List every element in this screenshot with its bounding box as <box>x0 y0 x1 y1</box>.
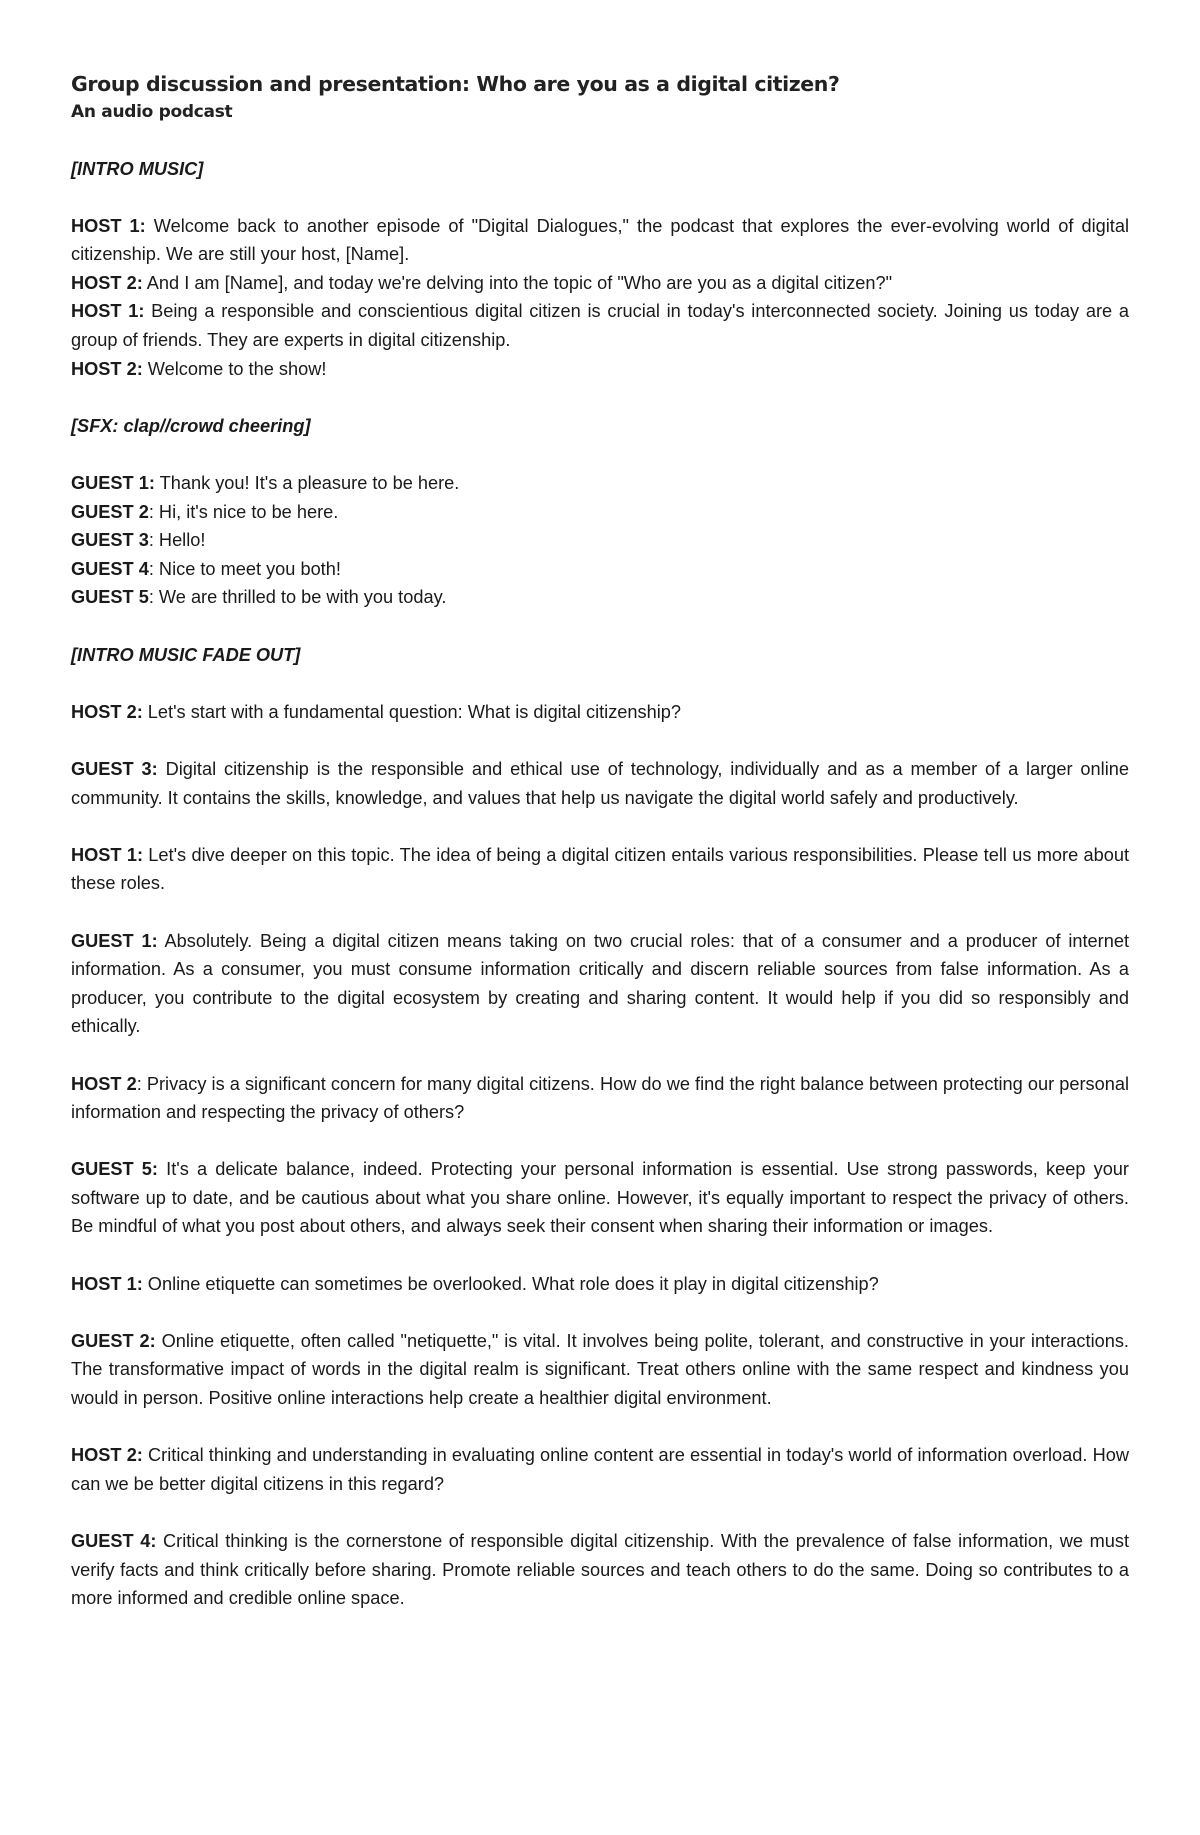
sfx-cue-block <box>71 412 1129 441</box>
intro-fade-cue: [INTRO MUSIC FADE OUT] <box>71 644 301 665</box>
dialogue-line <box>71 555 1129 584</box>
dialogue-line <box>71 469 1129 498</box>
document-title: Group discussion and presentation: Who are you as a digital citizen? <box>71 72 840 96</box>
speaker-label: HOST 1: <box>71 844 143 865</box>
dialogue-paragraph <box>71 698 1129 727</box>
dialogue-paragraph <box>71 927 1129 1041</box>
dialogue-paragraph <box>71 1155 1129 1241</box>
document-subtitle: An audio podcast <box>71 102 233 122</box>
dialogue-paragraph <box>71 1527 1129 1613</box>
guest-greetings <box>71 469 1129 612</box>
speaker-label: GUEST 3: <box>71 758 158 779</box>
speaker-label: HOST 2: <box>71 358 143 379</box>
dialogue-text: Let's start with a fundamental question: What is digital citizenship? <box>142 701 682 722</box>
dialogue-text: Online etiquette, often called "netiquette," is vital. It involves being polite, tolerant, and constructive in your interactions. The transformative impact of words in the digital realm is significant. Treat others online with the same respect and kindness you would in person. Positive online interactions help create a healthier digital environment. <box>71 1330 1129 1409</box>
dialogue-line <box>71 498 1129 527</box>
dialogue-text: : We are thrilled to be with you today. <box>148 587 447 608</box>
dialogue-line <box>71 526 1129 555</box>
dialogue-text: Critical thinking and understanding in evaluating online content are essential in today's world of information overload. How can we be better digital citizens in this regard? <box>71 1445 1130 1494</box>
speaker-label: HOST 1: <box>71 215 146 236</box>
dialogue-text: Online etiquette can sometimes be overlooked. What role does it play in digital citizenship? <box>142 1273 879 1294</box>
speaker-label: GUEST 2 <box>71 501 149 522</box>
dialogue-text: : Privacy is a significant concern for many digital citizens. How do we find the right balance between protecting our personal information and respecting the privacy of others? <box>71 1073 1129 1123</box>
dialogue-text: It's a delicate balance, indeed. Protecting your personal information is essential. Use strong passwords, keep your software up to date, and be cautious about what you share online. However, it's equally important to respect the privacy of others. Be mindful of what you post about others, and always seek their consent when sharing their information or images. <box>71 1159 1129 1237</box>
speaker-label: HOST 2: <box>71 1445 143 1466</box>
dialogue-paragraph <box>71 1327 1129 1413</box>
dialogue-paragraph <box>71 1070 1129 1127</box>
dialogue-text: And I am [Name], and today we're delving into the topic of "Who are you as a digital citizen?" <box>142 272 893 293</box>
speaker-label: HOST 2 <box>71 1073 137 1094</box>
dialogue-text: : Hello! <box>148 530 206 551</box>
speaker-label: GUEST 3 <box>71 530 149 551</box>
sfx-cue: [SFX: clap//crowd cheering] <box>71 415 311 436</box>
dialogue-text: : Nice to meet you both! <box>148 558 341 579</box>
dialogue-paragraph <box>71 841 1129 898</box>
dialogue-text: Digital citizenship is the responsible and ethical use of technology, individually and as a member of a larger online community. It contains the skills, knowledge, and values that help us navigate the digital world safely and productively. <box>71 758 1129 808</box>
dialogue-text: Welcome back to another episode of "Digital Dialogues," the podcast that explores the ever-evolving world of digital citizenship. We are still your host, [Name]. <box>71 215 1129 265</box>
intro-music-cue: [INTRO MUSIC] <box>71 158 204 179</box>
dialogue-paragraph <box>71 1441 1129 1498</box>
dialogue-text: Absolutely. Being a digital citizen means taking on two crucial roles: that of a consumer and a producer of internet information. As a consumer, you must consume information critically and discern reliable sources from false information. As a producer, you contribute to the digital ecosystem by creating and sharing content. It would help if you did so responsibly and ethically. <box>71 930 1129 1037</box>
speaker-label: GUEST 1: <box>71 473 155 494</box>
dialogue-line <box>71 583 1129 612</box>
intro-fade-cue-block <box>71 641 1129 670</box>
dialogue-line <box>71 355 1129 384</box>
dialogue-line <box>71 269 1129 298</box>
speaker-label: GUEST 2: <box>71 1330 156 1351</box>
dialogue-paragraph <box>71 755 1129 812</box>
dialogue-text: Thank you! It's a pleasure to be here. <box>154 473 460 494</box>
speaker-label: GUEST 4 <box>71 558 149 579</box>
speaker-label: GUEST 4: <box>71 1531 157 1551</box>
dialogue-text: Critical thinking is the cornerstone of responsible digital citizenship. With the prevalence of false information, we must verify facts and think critically before sharing. Promote reliable sources and teach others to do the same. Doing so contributes to a more informed and credible online space. <box>71 1531 1129 1609</box>
speaker-label: GUEST 5: <box>71 1159 158 1180</box>
dialogue-paragraph <box>71 1270 1129 1299</box>
dialogue-text: Being a responsible and conscientious digital citizen is crucial in today's interconnected society. Joining us today are a group of friends. They are experts in digital citizenship. <box>71 301 1129 351</box>
intro-music-cue-block <box>71 155 1129 184</box>
dialogue-line <box>71 212 1129 269</box>
opening-dialogue <box>71 212 1129 384</box>
dialogue-line <box>71 297 1129 354</box>
speaker-label: GUEST 5 <box>71 587 149 608</box>
speaker-label: HOST 2: <box>71 701 143 722</box>
dialogue-text: Let's dive deeper on this topic. The idea of being a digital citizen entails various responsibilities. Please tell us more about these roles. <box>71 844 1129 894</box>
dialogue-text: Welcome to the show! <box>142 358 327 379</box>
speaker-label: HOST 1: <box>71 1273 143 1294</box>
speaker-label: GUEST 1: <box>71 930 158 951</box>
dialogue-text: : Hi, it's nice to be here. <box>148 501 339 522</box>
speaker-label: HOST 1: <box>71 301 145 322</box>
speaker-label: HOST 2: <box>71 272 143 293</box>
